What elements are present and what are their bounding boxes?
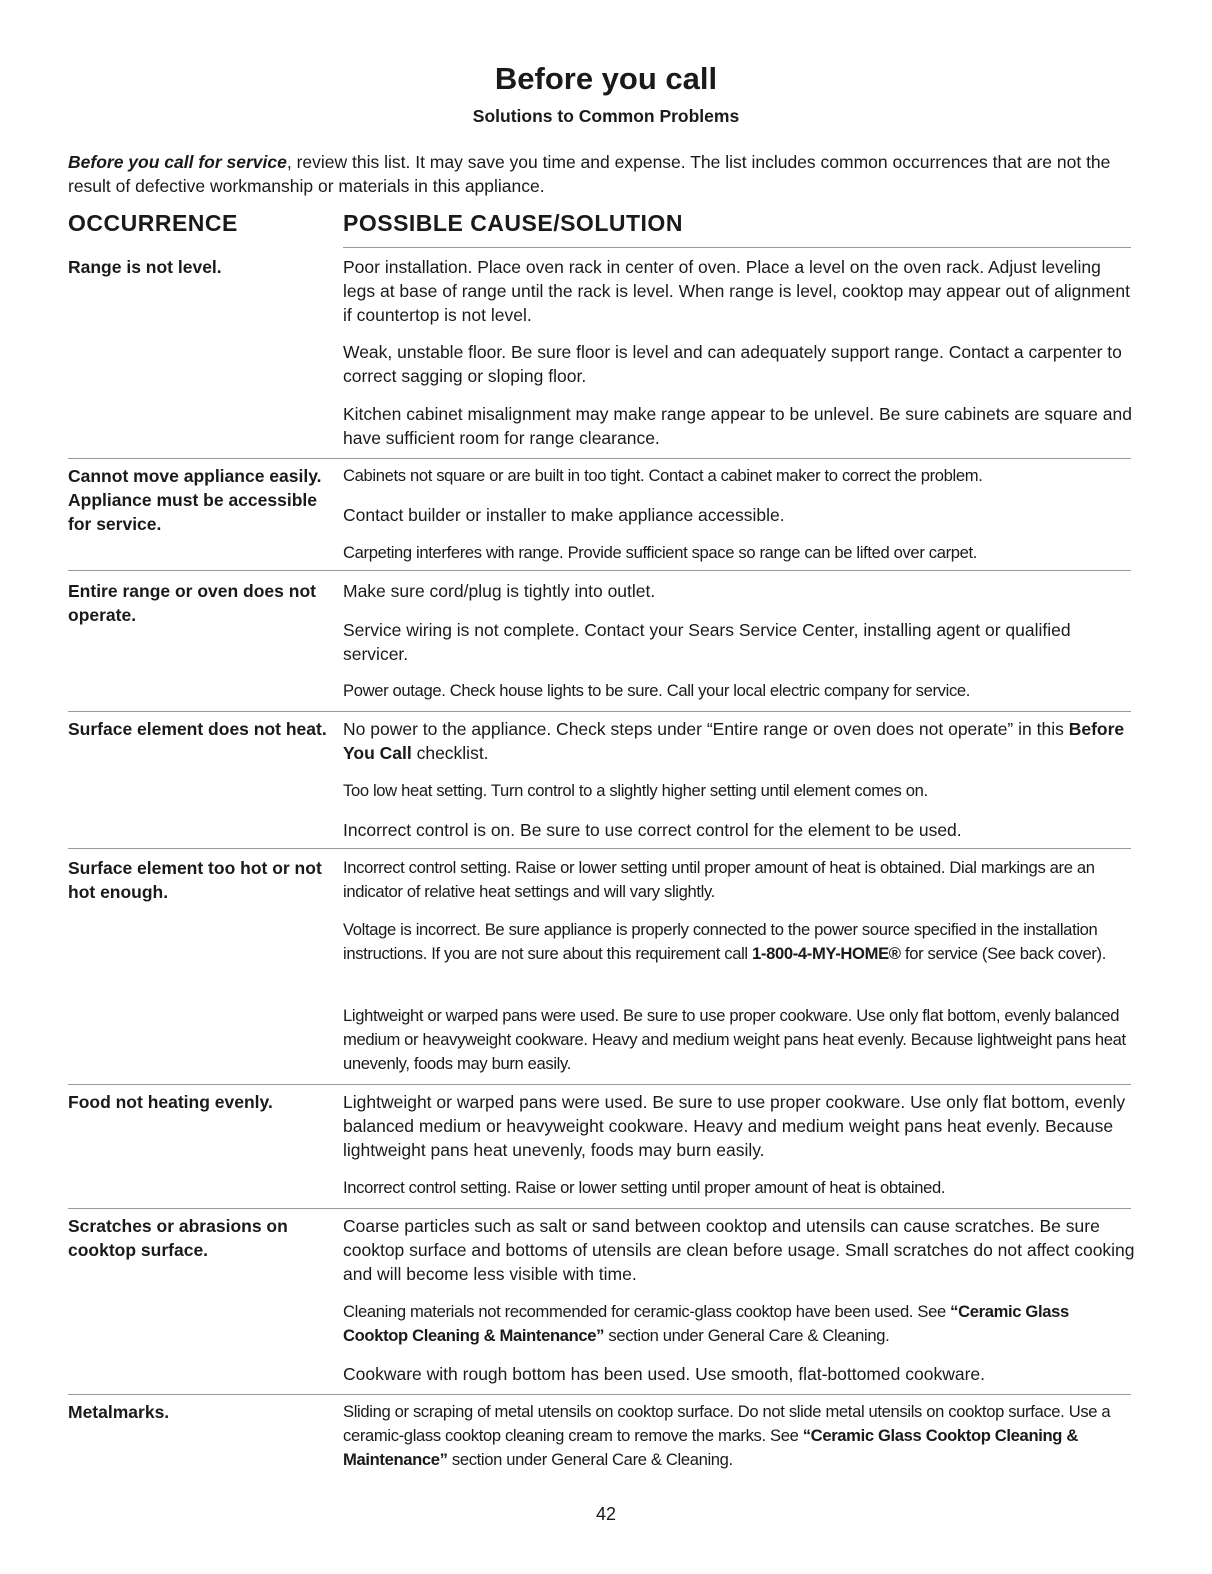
solution-text: checklist. [411, 743, 489, 763]
solution-item [343, 717, 1135, 765]
solution-item: Weak, unstable floor. Be sure floor is level and can adequately support range. Contact a carpenter to correct sagging or sloping floor. [343, 342, 1122, 386]
occurrence-label: Surface element too hot or not hot enough. [68, 858, 322, 902]
row-divider [68, 711, 1131, 712]
solution-item: Incorrect control is on. Be sure to use correct control for the element to be used. [343, 820, 962, 840]
solution-item: Poor installation. Place oven rack in center of oven. Place a level on the oven rack. Adjust leveling legs at base of range until the rack is level. When range is level, cooktop may appear out of alignment if countertop is not level. [343, 257, 1130, 325]
page-subtitle: Solutions to Common Problems [472, 106, 740, 126]
solution-item: Carpeting interferes with range. Provide sufficient space so range can be lifted over carpet. [343, 543, 978, 562]
solution-item: Lightweight or warped pans were used. Be sure to use proper cookware. Use only flat bottom, evenly balanced medium or heavyweight cookware. Heavy and medium weight pans heat evenly. Because lightweight pans heat unevenly, foods may burn easily. [343, 1006, 1126, 1073]
column-header-solution: POSSIBLE CAUSE/SOLUTION [343, 210, 683, 236]
solution-item: Too low heat setting. Turn control to a slightly higher setting until element comes on. [343, 781, 928, 800]
occurrence-label: Cannot move appliance easily. Appliance must be accessible for service. [68, 466, 322, 534]
solution-item: Lightweight or warped pans were used. Be sure to use proper cookware. Use only flat bottom, evenly balanced medium or heavyweight cookware. Heavy and medium weight pans heat evenly. Because lightweight pans heat unevenly, foods may burn easily. [343, 1092, 1126, 1160]
intro-lead: Before you call for service [68, 152, 287, 172]
intro-paragraph [68, 150, 1138, 198]
solution-text: Sliding or scraping of metal utensils on cooktop surface. Do not slide metal utensils on cooktop surface. Use a ceramic-glass cooktop cleaning cream to remove the marks. See [343, 1402, 1111, 1445]
solution-item: Cabinets not square or are built in too tight. Contact a cabinet maker to correct the problem. [343, 466, 983, 485]
solution-item: Make sure cord/plug is tightly into outlet. [343, 581, 656, 601]
occurrence-label: Range is not level. [68, 257, 222, 277]
row-divider [68, 570, 1131, 571]
page-number: 42 [595, 1504, 617, 1524]
occurrence-label: Food not heating evenly. [68, 1092, 273, 1112]
solution-emphasis: “Ceramic Glass Cooktop Cleaning & Maintenance” [343, 1426, 1078, 1469]
solution-item: Cookware with rough bottom has been used. Use smooth, flat-bottomed cookware. [343, 1364, 986, 1384]
phone-number: 1-800-4-MY-HOME® [752, 944, 901, 963]
solution-emphasis: “Ceramic Glass Cooktop Cleaning & Maintenance” [343, 1302, 1069, 1345]
row-divider [68, 1208, 1131, 1209]
solution-item [343, 918, 1135, 966]
occurrence-label: Scratches or abrasions on cooktop surface. [68, 1216, 288, 1260]
solution-text: No power to the appliance. Check steps under “Entire range or oven does not operate” in this [343, 719, 1069, 739]
solution-item: Kitchen cabinet misalignment may make range appear to be unlevel. Be sure cabinets are square and have sufficient room for range clearance. [343, 404, 1132, 448]
solution-text: Voltage is incorrect. Be sure appliance is properly connected to the power source specified in the installation instructions. If you are not sure about this requirement call [343, 920, 1098, 963]
page-title: Before you call [494, 61, 718, 96]
occurrence-label: Metalmarks. [68, 1402, 170, 1422]
solution-item: Coarse particles such as salt or sand between cooktop and utensils can cause scratches. Be sure cooktop surface and bottoms of utensils are clean before usage. Small scratches do not affect cooking and will become less visible with time. [343, 1216, 1135, 1284]
row-divider [68, 1394, 1131, 1395]
solution-emphasis: Before You Call [343, 719, 1125, 763]
solution-item: Contact builder or installer to make appliance accessible. [343, 505, 785, 525]
occurrence-label: Surface element does not heat. [68, 719, 327, 739]
header-divider [343, 247, 1131, 248]
solution-text: section under General Care & Cleaning. [604, 1326, 890, 1345]
solution-item [343, 1400, 1135, 1472]
row-divider [68, 458, 1131, 459]
solution-item: Service wiring is not complete. Contact your Sears Service Center, installing agent or qualified servicer. [343, 620, 1071, 664]
solution-item: Incorrect control setting. Raise or lower setting until proper amount of heat is obtained. Dial markings are an indicator of relative heat settings and will vary slightly. [343, 858, 1095, 901]
solution-text: for service (See back cover). [900, 944, 1106, 963]
solution-item: Incorrect control setting. Raise or lower setting until proper amount of heat is obtained. [343, 1178, 946, 1197]
column-header-occurrence: OCCURRENCE [68, 210, 238, 236]
row-divider [68, 848, 1131, 849]
solution-text: Cleaning materials not recommended for ceramic-glass cooktop have been used. See [343, 1302, 951, 1321]
solution-item [343, 1300, 1135, 1348]
solution-item: Power outage. Check house lights to be sure. Call your local electric company for service. [343, 681, 971, 700]
row-divider [68, 1084, 1131, 1085]
solution-text: section under General Care & Cleaning. [447, 1450, 733, 1469]
occurrence-label: Entire range or oven does not operate. [68, 581, 316, 625]
intro-text: , review this list. It may save you time and expense. The list includes common occurrences that are not the result of defective workmanship or materials in this appliance. [68, 152, 1111, 196]
